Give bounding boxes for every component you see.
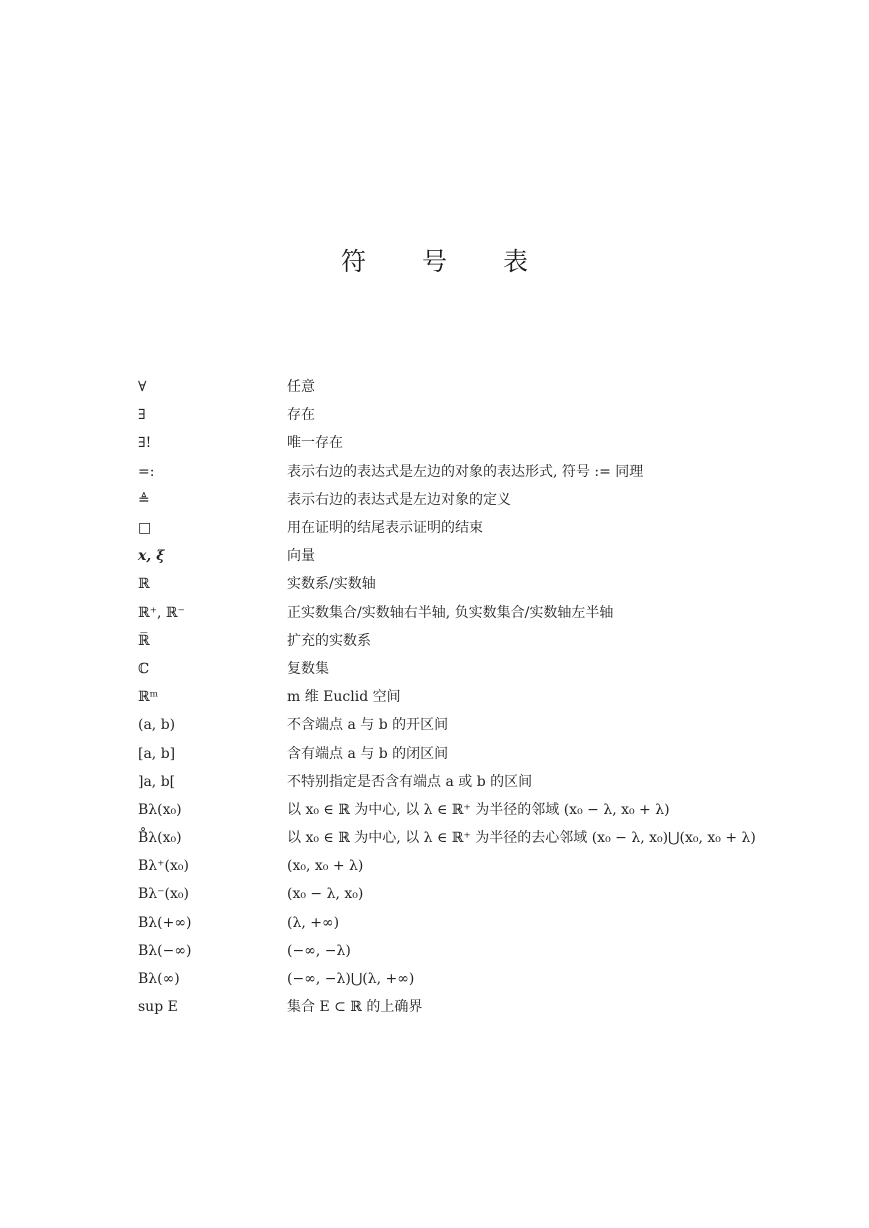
symbol-cell: sup E bbox=[138, 999, 178, 1016]
symbol-row bbox=[138, 401, 818, 429]
symbol-cell: ]a, b[ bbox=[138, 773, 176, 790]
symbol-cell: ℝ̅ bbox=[138, 632, 150, 649]
symbol-row bbox=[138, 599, 818, 627]
symbol-row bbox=[138, 373, 818, 401]
symbol-row bbox=[138, 458, 818, 486]
symbol-row bbox=[138, 824, 818, 852]
symbol-row bbox=[138, 570, 818, 598]
symbol-row bbox=[138, 880, 818, 908]
symbol-cell: 𝒙, 𝝃 bbox=[138, 548, 165, 565]
meaning-cell: 向量 bbox=[287, 548, 315, 565]
meaning-cell: 正实数集合/实数轴右半轴, 负实数集合/实数轴左半轴 bbox=[287, 604, 614, 621]
meaning-cell: 不特别指定是否含有端点 a 或 b 的区间 bbox=[287, 773, 533, 790]
symbol-row bbox=[138, 655, 818, 683]
symbol-cell: ℝ bbox=[138, 576, 150, 593]
meaning-cell: 任意 bbox=[287, 379, 315, 396]
meaning-cell: 不含端点 a 与 b 的开区间 bbox=[287, 717, 449, 734]
meaning-cell: (λ, +∞) bbox=[287, 914, 340, 931]
symbol-row bbox=[138, 542, 818, 570]
meaning-cell: (x₀ − λ, x₀) bbox=[287, 886, 364, 903]
symbol-cell: Bλ(x₀) bbox=[138, 801, 182, 818]
symbol-row bbox=[138, 965, 818, 993]
symbol-cell: (a, b) bbox=[138, 717, 176, 734]
symbol-row bbox=[138, 486, 818, 514]
symbol-cell: =: bbox=[138, 463, 155, 480]
symbol-row bbox=[138, 711, 818, 739]
symbol-cell: Bλ(−∞) bbox=[138, 942, 192, 959]
symbol-cell: ℝ⁺, ℝ⁻ bbox=[138, 604, 185, 621]
symbol-cell: Bλ⁺(x₀) bbox=[138, 858, 189, 875]
symbol-row bbox=[138, 937, 818, 965]
meaning-cell: 表示右边的表达式是左边对象的定义 bbox=[287, 491, 511, 508]
meaning-cell: 集合 E ⊂ ℝ 的上确界 bbox=[287, 999, 423, 1016]
symbol-cell: Bλ(+∞) bbox=[138, 914, 192, 931]
symbol-table bbox=[138, 373, 818, 1021]
symbol-cell: B̊λ(x₀) bbox=[138, 830, 182, 847]
symbol-cell: Bλ⁻(x₀) bbox=[138, 886, 189, 903]
symbol-row bbox=[138, 739, 818, 767]
symbol-row bbox=[138, 993, 818, 1021]
symbol-row bbox=[138, 429, 818, 457]
meaning-cell: 表示右边的表达式是左边的对象的表达形式, 符号 := 同理 bbox=[287, 463, 644, 480]
symbol-row bbox=[138, 514, 818, 542]
meaning-cell: m 维 Euclid 空间 bbox=[287, 689, 401, 706]
page-title: 符 号 表 bbox=[341, 247, 552, 276]
symbol-row bbox=[138, 796, 818, 824]
meaning-cell: 以 x₀ ∈ ℝ 为中心, 以 λ ∈ ℝ⁺ 为半径的去心邻域 (x₀ − λ, x₀)⋃(x₀, x₀ + λ) bbox=[287, 830, 756, 847]
symbol-row bbox=[138, 768, 818, 796]
symbol-cell: □ bbox=[138, 520, 152, 537]
meaning-cell: 实数系/实数轴 bbox=[287, 576, 376, 593]
meaning-cell: (x₀, x₀ + λ) bbox=[287, 858, 364, 875]
symbol-cell: ≜ bbox=[138, 491, 150, 508]
meaning-cell: 扩充的实数系 bbox=[287, 632, 371, 649]
meaning-cell: 以 x₀ ∈ ℝ 为中心, 以 λ ∈ ℝ⁺ 为半径的邻域 (x₀ − λ, x₀ + λ) bbox=[287, 801, 670, 818]
symbol-row bbox=[138, 683, 818, 711]
meaning-cell: 用在证明的结尾表示证明的结束 bbox=[287, 520, 483, 537]
symbol-row bbox=[138, 627, 818, 655]
symbol-row bbox=[138, 852, 818, 880]
symbol-cell: [a, b] bbox=[138, 745, 176, 762]
meaning-cell: 含有端点 a 与 b 的闭区间 bbox=[287, 745, 449, 762]
meaning-cell: 唯一存在 bbox=[287, 435, 343, 452]
symbol-cell: ℝᵐ bbox=[138, 689, 159, 706]
symbol-cell: ℂ bbox=[138, 660, 150, 677]
symbol-row bbox=[138, 909, 818, 937]
symbol-cell: ∀ bbox=[138, 379, 147, 396]
meaning-cell: 存在 bbox=[287, 407, 315, 424]
meaning-cell: (−∞, −λ) bbox=[287, 942, 351, 959]
meaning-cell: 复数集 bbox=[287, 660, 329, 677]
symbol-cell: ∃! bbox=[138, 435, 152, 452]
symbol-cell: Bλ(∞) bbox=[138, 971, 180, 988]
meaning-cell: (−∞, −λ)⋃(λ, +∞) bbox=[287, 971, 415, 988]
symbol-cell: ∃ bbox=[138, 407, 146, 424]
